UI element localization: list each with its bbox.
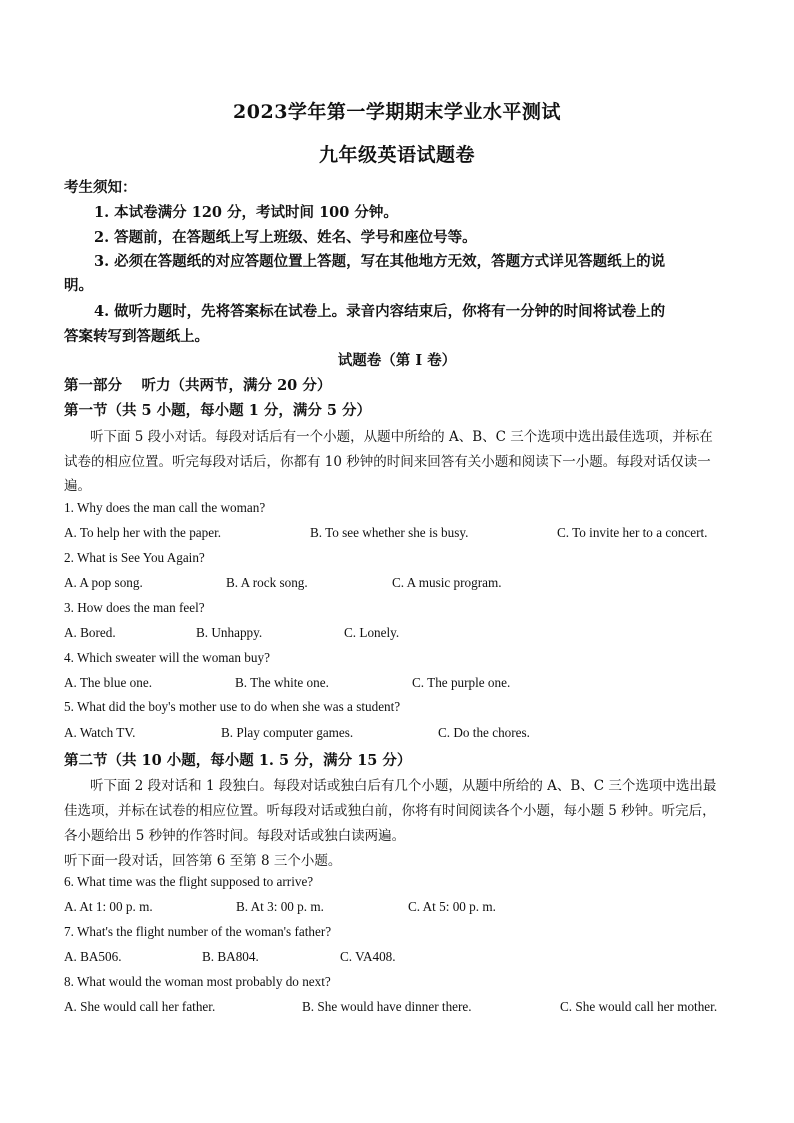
question-7: 7. What's the flight number of the woman's father? [64,924,332,939]
question-1-option-c: C. To invite her to a concert. [557,525,708,540]
question-7-option-a: A. BA506. [64,949,122,964]
question-5: 5. What did the boy's mother use to do when she was a student? [64,699,401,714]
notice-item-3-line-1: 3. 必须在答题纸的对应答题位置上答题，写在其他地方无效，答题方式详见答题纸上的说 [94,253,666,270]
section2-heading: 第二节（共 10 小题，每小题 1. 5 分，满分 15 分） [64,752,412,769]
section1-heading: 第一节（共 5 小题，每小题 1 分，满分 5 分） [64,402,372,419]
question-5-option-b: B. Play computer games. [221,725,354,740]
question-8: 8. What would the woman most probably do next? [64,974,331,989]
exam-subtitle: 九年级英语试题卷 [318,144,475,166]
section1-instructions-line-3: 遍。 [64,478,91,494]
question-1-option-a: A. To help her with the paper. [64,525,222,540]
notice-item-4-line-2: 答案转写到答题纸上。 [64,328,209,345]
question-3-option-a: A. Bored. [64,625,116,640]
section2-sub-instructions: 听下面一段对话，回答第 6 至第 8 三个小题。 [64,853,342,869]
question-2-option-a: A. A pop song. [64,575,143,590]
section2-instructions-line-2: 佳选项，并标在试卷的相应位置。听每段对话或独白前，你将有时间阅读各个小题，每小题 5 秒钟。听完后， [64,803,716,819]
question-3-option-b: B. Unhappy. [196,625,263,640]
notice-item-4-line-1: 4. 做听力题时，先将答案标在试卷上。录音内容结束后，你将有一分钟的时间将试卷上的 [94,303,666,320]
question-4-option-c: C. The purple one. [412,675,511,690]
question-6-option-a: A. At 1: 00 p. m. [64,899,153,914]
question-1-option-b: B. To see whether she is busy. [310,525,469,540]
notice-heading: 考生须知： [64,179,137,196]
question-6-option-b: B. At 3: 00 p. m. [236,899,324,914]
part1-heading: 第一部分 听力（共两节，满分 20 分） [64,377,332,394]
question-4: 4. Which sweater will the woman buy? [64,650,270,665]
question-3-option-c: C. Lonely. [344,625,400,640]
section2-instructions-line-1: 听下面 2 段对话和 1 段独白。每段对话或独白后有几个小题，从题中所给的 A、B、C 三个选项中选出最 [90,778,717,794]
question-2-option-c: C. A music program. [392,575,502,590]
question-5-option-c: C. Do the chores. [438,725,530,740]
notice-item-1: 1. 本试卷满分 120 分，考试时间 100 分钟。 [94,204,398,221]
question-4-option-a: A. The blue one. [64,675,153,690]
notice-item-3-line-2: 明。 [64,277,93,294]
paper-title: 试题卷（第 I 卷） [337,352,457,369]
question-7-option-c: C. VA408. [340,949,396,964]
section1-instructions-line-2: 试卷的相应位置。听完每段对话后，你都有 10 秒钟的时间来回答有关小题和阅读下一小题。每段对话仅读一 [64,454,711,470]
question-5-option-a: A. Watch TV. [64,725,136,740]
question-8-option-c: C. She would call her mother. [560,999,718,1014]
question-4-option-b: B. The white one. [235,675,329,690]
question-6: 6. What time was the flight supposed to arrive? [64,874,314,889]
notice-item-2: 2. 答题前，在答题纸上写上班级、姓名、学号和座位号等。 [94,229,477,246]
question-1: 1. Why does the man call the woman? [64,500,266,515]
question-2: 2. What is See You Again? [64,550,205,565]
exam-title: 2023学年第一学期期末学业水平测试 [233,101,561,123]
question-8-option-b: B. She would have dinner there. [302,999,472,1014]
section1-instructions-line-1: 听下面 5 段小对话。每段对话后有一个小题，从题中所给的 A、B、C 三个选项中选出最佳选项，并标在 [90,429,713,445]
question-2-option-b: B. A rock song. [226,575,308,590]
question-8-option-a: A. She would call her father. [64,999,216,1014]
question-3: 3. How does the man feel? [64,600,205,615]
section2-instructions-line-3: 各小题给出 5 秒钟的作答时间。每段对话或独白读两遍。 [64,828,406,844]
question-6-option-c: C. At 5: 00 p. m. [408,899,496,914]
question-7-option-b: B. BA804. [202,949,259,964]
